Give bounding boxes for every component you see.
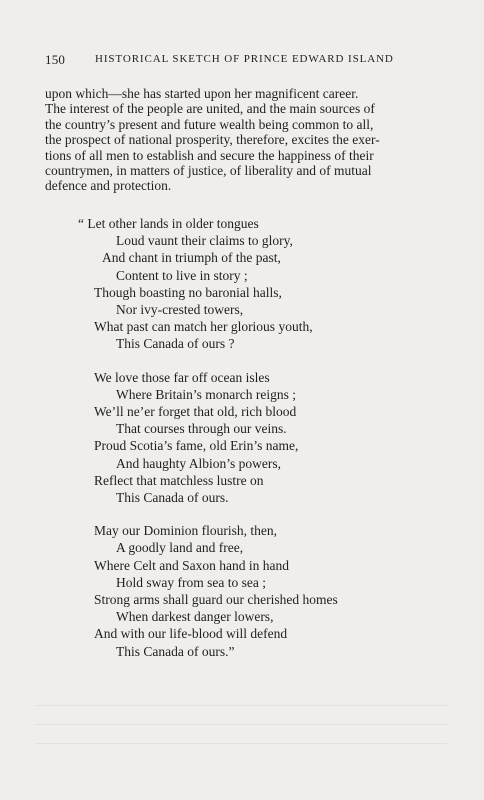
- poem-line: Nor ivy-crested towers,: [116, 302, 244, 318]
- poem-line: When darkest danger lowers,: [116, 609, 274, 625]
- prose-line: countrymen, in matters of justice, of liberality and of mutual: [45, 163, 372, 179]
- poem-line: This Canada of ours.: [116, 490, 229, 506]
- prose-line: the prospect of national prosperity, therefore, excites the exer-: [45, 132, 380, 148]
- poem-line: This Canada of ours ?: [116, 336, 235, 352]
- poem-line: Where Celt and Saxon hand in hand: [94, 557, 289, 573]
- poem-line: “ Let other lands in older tongues: [78, 216, 259, 231]
- prose-paragraph: [45, 86, 453, 194]
- show-through-line: [35, 705, 447, 706]
- poem-line: Strong arms shall guard our cherished homes: [94, 592, 338, 608]
- poem-line: Proud Scotia’s fame, old Erin’s name,: [94, 438, 299, 454]
- poem-line: Where Britain’s monarch reigns ;: [116, 386, 296, 402]
- poem-stanza: [86, 522, 406, 660]
- page-number: 150: [45, 52, 66, 67]
- poem-line: May our Dominion flourish, then,: [94, 523, 277, 539]
- poem-line: We’ll ne’er forget that old, rich blood: [94, 404, 297, 420]
- prose-line: upon which—she has started upon her magnificent career.: [45, 86, 359, 101]
- poem-line: Loud vaunt their claims to glory,: [116, 233, 293, 249]
- prose-line: the country’s present and future wealth being common to all,: [45, 116, 374, 132]
- prose-line: tions of all men to establish and secure the happiness of their: [45, 147, 374, 163]
- poem-line: Content to live in story ;: [116, 267, 248, 283]
- poem-line: Hold sway from sea to sea ;: [116, 574, 266, 590]
- poem-line: Though boasting no baronial halls,: [94, 284, 282, 300]
- poem-stanza: [78, 215, 406, 353]
- prose-line: defence and protection.: [45, 178, 172, 194]
- poem-line: A goodly land and free,: [116, 540, 244, 556]
- prose-line: The interest of the people are united, and the main sources of: [45, 101, 375, 117]
- poem-line: And with our life-blood will defend: [94, 626, 288, 642]
- poem-line: That courses through our veins.: [116, 421, 287, 437]
- poem-line: We love those far off ocean isles: [94, 369, 270, 385]
- show-through-line: [35, 724, 447, 725]
- poem-line: What past can match her glorious youth,: [94, 319, 313, 335]
- poem-line: Reflect that matchless lustre on: [94, 472, 264, 488]
- poem: [78, 215, 406, 676]
- poem-line: This Canada of ours.”: [116, 643, 235, 659]
- show-through-line: [35, 743, 447, 744]
- page-header: [45, 52, 435, 70]
- running-head: HISTORICAL SKETCH OF PRINCE EDWARD ISLAND: [95, 53, 394, 65]
- poem-line: And chant in triumph of the past,: [102, 250, 281, 266]
- poem-stanza: [86, 369, 406, 507]
- poem-line: And haughty Albion’s powers,: [116, 455, 281, 471]
